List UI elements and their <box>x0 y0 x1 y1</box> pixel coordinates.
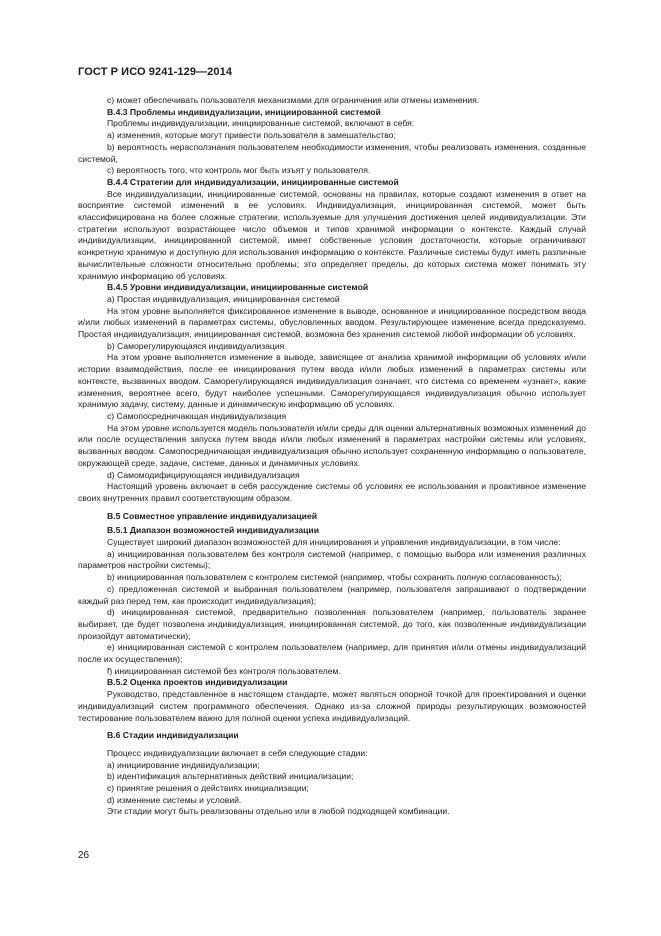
paragraph: b) вероятность нерасползнания пользователем необходимости изменения, чтобы реализовать изменения, созданные системой, <box>78 141 586 164</box>
document-body <box>78 95 586 818</box>
paragraph: Проблемы индивидуализации, инициированные системой, включают в себя: <box>107 118 415 129</box>
paragraph: Настоящий уровень включает в себя рассуждение системы об условиях ее использования и проактивное изменение своих внутренних правил соответствующим образом. <box>78 481 586 503</box>
section-heading: B.5.2 Оценка проектов индивидуализации <box>107 677 288 688</box>
paragraph: f) инициированная системой без контроля пользователем. <box>107 665 341 676</box>
paragraph: a) Простая индивидуализация, инициированная системой <box>107 293 340 304</box>
paragraph: Процесс индивидуализации включает в себя следующие стадии: <box>107 747 368 758</box>
paragraph: e) инициированная системой с контролем пользователем (например, для принятия и/или отмены индивидуализаций после их осуществления); <box>78 642 586 665</box>
document-header: ГОСТ Р ИСО 9241-129—2014 <box>78 66 233 78</box>
paragraph: d) изменение системы и условий. <box>107 794 242 805</box>
paragraph: На этом уровне используется модель пользователя и/или среды для оценки альтернативных возможных изменений до или после осуществления запуска путем ввода и/или любых изменений в параметрах настройки системы или условиях, вызванных вводом. Самопосредничающая индивидуализация обычно использует сохраненную информацию о пользователе, окружающей среде, задаче, системе, данных и динамичных условиях. <box>78 422 586 468</box>
paragraph: a) изменения, которые могут привести пользователя в замешательство; <box>107 130 396 141</box>
section-heading: B.6 Стадии индивидуализации <box>107 730 239 741</box>
paragraph: d) Самомодифицирующаяся индивидуализация <box>107 469 300 480</box>
page-number: 26 <box>78 850 90 861</box>
section-heading: B.5.1 Диапазон возможностей индивидуализации <box>107 525 319 536</box>
section-heading: B.4.3 Проблемы индивидуализации, инициированной системой <box>107 106 381 117</box>
paragraph: b) Саморегулирующаяся индивидуализация <box>107 340 285 351</box>
section-heading: B.4.4 Стратегии для индивидуализации, инициированные системой <box>107 176 399 187</box>
paragraph: На этом уровне выполняется фиксированное изменение в выводе, основанное и инициированное посредством ввода и/или любых изменений в параметрах системы, обусловленных вводом. Результирующее изменение всегда предсказуемо. Простая индивидуализация, инициированная системой, возможна без хранения системой любой информации об условиях. <box>78 305 586 340</box>
paragraph: Все индивидуализации, инициированные системой, основаны на правилах, которые создают изменения в ответ на восприятие системой изменений в ее условиях. Индивидуализация, инициированная системой, может быть классифицирована на более сложные стратегии, используемые для улучшения достижения целей индивидуализации. Эти стратегии используют возрастающее число объемов и типов хранимой информации о контексте. Каждый случай индивидуализации, инициированной системой, имеет собственные условия достаточности, которые ограничивают конкретную хранимую и доступную для использования информацию о контексте. Различные системы будут иметь различные вычислительные сложности относительно проблемы; это определяет пределы, до которых система может понимать эту хранимую информацию об условиях. <box>78 188 586 281</box>
paragraph: a) инициированная пользователем без контроля системой (например, с помощью выбора или изменения различных параметров настройки системы); <box>78 548 586 571</box>
paragraph: Руководство, представленное в настоящем стандарте, может являться опорной точкой для проектирования и оценки индивидуализаций систем программного обеспечения. Однако из-за сложной природы результирующих возможностей тестирование пользователем важно для полной оценки успеха индивидуализаций. <box>78 689 586 723</box>
section-heading: B.5 Совместное управление индивидуализацией <box>107 510 318 521</box>
paragraph: d) инициированная системой, предварительно позволенная пользователем (например, пользователь заранее выбирает, где будет позволена индивидуализация, инициированная системой, до того, как позволенные индивидуализации произойдут автоматически); <box>78 607 586 641</box>
paragraph: c) Самопосредничающая индивидуализация <box>107 410 287 421</box>
paragraph: Эти стадии могут быть реализованы отдельно или в любой подходящей комбинации. <box>107 806 450 817</box>
paragraph: c) предложенная системой и выбранная пользователем (например, пользователя запрашивают о подтверждении каждый раз перед тем, как происходит индивидуализация); <box>78 583 586 606</box>
section-heading: B.4.5 Уровни индивидуализации, инициированные системой <box>107 282 369 293</box>
paragraph: c) вероятность того, что контроль мог быть изъят у пользователя. <box>107 165 371 176</box>
paragraph: Существует широкий диапазон возможностей для инициирования и управления индивидуализации, в том числе: <box>107 537 561 548</box>
paragraph: b) инициированная пользователем с контролем системой (например, чтобы сохранить полную согласованность); <box>107 572 562 583</box>
paragraph: c) принятие решения о действиях инициализации; <box>107 783 309 794</box>
paragraph: a) инициирование индивидуализации; <box>107 759 260 770</box>
paragraph: b) идентификация альтернативных действий инициализации; <box>107 771 354 782</box>
paragraph: На этом уровне выполняется изменение в выводе, зависящее от анализа хранимой информации об условиях и/или истории взаимодействия, после ее инициирования путем ввода и/или любых изменений в параметрах системы или контексте, вызванных вводом. Саморегулирующаяся индивидуализация означает, что система со временем «узнает», какие изменения, вероятнее всего, будут наиболее успешными. Саморегулирующаяся индивидуализация обычно использует хранимую задачу, систему, данные и динамическую информацию об условиях. <box>78 352 586 410</box>
paragraph: c) может обеспечивать пользователя механизмами для ограничения или отмены изменения. <box>107 95 480 105</box>
